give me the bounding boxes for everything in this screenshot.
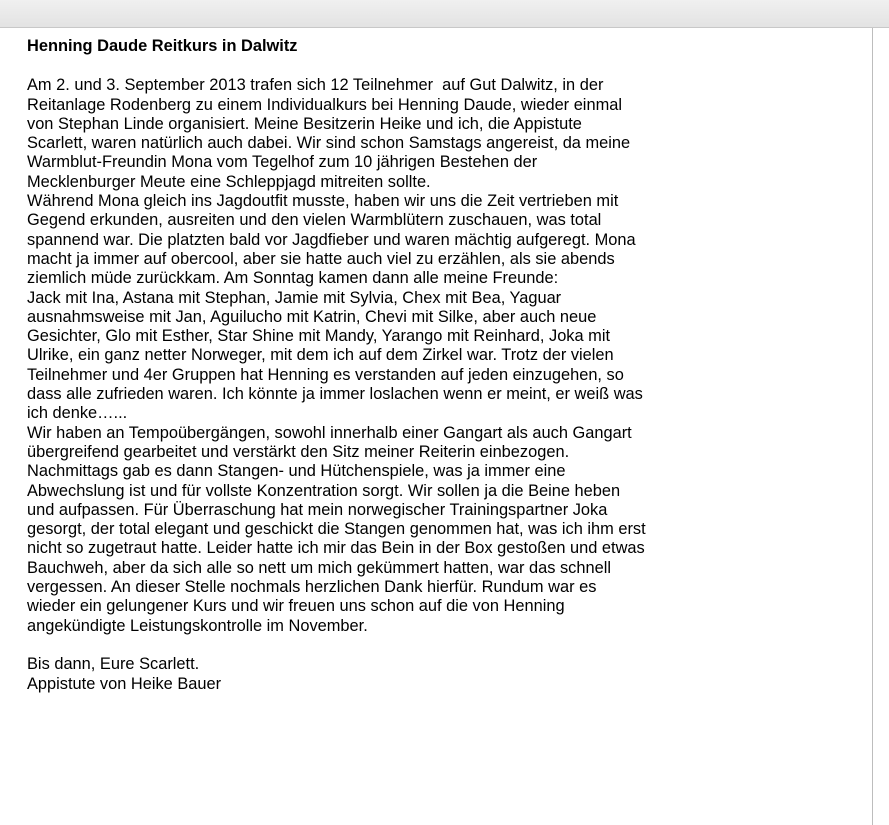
- body-line: nicht so zugetraut hatte. Leider hatte ich mir das Bein in der Box gestoßen und etwas: [27, 539, 645, 558]
- body-line: Ulrike, ein ganz netter Norweger, mit dem ich auf dem Zirkel war. Trotz der vielen: [27, 346, 614, 365]
- body-line: Gegend erkunden, ausreiten und den vielen Warmblütern zuschauen, was total: [27, 211, 602, 230]
- body-line: ausnahmsweise mit Jan, Aguilucho mit Katrin, Chevi mit Silke, aber auch neue: [27, 307, 597, 326]
- signature-line: Appistute von Heike Bauer: [27, 674, 222, 693]
- document-page: [0, 28, 872, 825]
- body-line: Gesichter, Glo mit Esther, Star Shine mit Mandy, Yarango mit Reinhard, Joka mit: [27, 327, 611, 346]
- body-line: Reitanlage Rodenberg zu einem Individualkurs bei Henning Daude, wieder einmal: [27, 95, 622, 114]
- body-line: Teilnehmer und 4er Gruppen hat Henning es verstanden auf jeden einzugehen, so: [27, 365, 624, 384]
- body-line: Während Mona gleich ins Jagdoutfit musste, haben wir uns die Zeit vertrieben mit: [27, 192, 619, 211]
- body-line: dass alle zufrieden waren. Ich könnte ja immer loslachen wenn er meint, er weiß was: [27, 385, 643, 404]
- document-content: [27, 37, 857, 694]
- body-line: Warmblut-Freundin Mona vom Tegelhof zum 10 jährigen Bestehen der: [27, 153, 538, 172]
- body-line: Mecklenburger Meute eine Schleppjagd mitreiten sollte.: [27, 172, 431, 191]
- body-line: wieder ein gelungener Kurs und wir freuen uns schon auf die von Henning: [27, 597, 565, 616]
- body-line: Bauchweh, aber da sich alle so nett um mich gekümmert hatten, war das schnell: [27, 558, 611, 577]
- body-text: [27, 76, 857, 636]
- document-title: Henning Daude Reitkurs in Dalwitz: [27, 37, 298, 55]
- body-line: angekündigte Leistungskontrolle im November.: [27, 616, 368, 635]
- signature-block: [27, 655, 857, 694]
- body-line: vergessen. An dieser Stelle nochmals herzlichen Dank hierfür. Rundum war es: [27, 578, 597, 597]
- body-line: und aufpassen. Für Überraschung hat mein norwegischer Trainingspartner Joka: [27, 500, 608, 519]
- signature-line: Bis dann, Eure Scarlett.: [27, 655, 200, 674]
- paragraph-gap: [27, 636, 857, 655]
- body-line: macht ja immer auf obercool, aber sie hatte auch viel zu erzählen, als sie abends: [27, 249, 615, 268]
- body-line: ziemlich müde zurückkam. Am Sonntag kamen dann alle meine Freunde:: [27, 269, 559, 288]
- body-line: Abwechslung ist und für vollste Konzentration sorgt. Wir sollen ja die Beine heben: [27, 481, 621, 500]
- body-line: ich denke…...: [27, 404, 128, 423]
- body-line: Nachmittags gab es dann Stangen- und Hütchenspiele, was ja immer eine: [27, 462, 566, 481]
- page-edge: [872, 28, 873, 825]
- body-line: übergreifend gearbeitet und verstärkt den Sitz meiner Reiterin einbezogen.: [27, 442, 570, 461]
- body-line: Wir haben an Tempoübergängen, sowohl innerhalb einer Gangart als auch Gangart: [27, 423, 632, 442]
- body-line: Scarlett, waren natürlich auch dabei. Wir sind schon Samstags angereist, da meine: [27, 134, 631, 153]
- body-line: Jack mit Ina, Astana mit Stephan, Jamie mit Sylvia, Chex mit Bea, Yaguar: [27, 288, 562, 307]
- body-line: von Stephan Linde organisiert. Meine Besitzerin Heike und ich, die Appistute: [27, 114, 582, 133]
- body-line: spannend war. Die platzten bald vor Jagdfieber und waren mächtig aufgeregt. Mona: [27, 230, 636, 249]
- viewer-toolbar: [0, 0, 889, 28]
- body-line: gesorgt, der total elegant und geschickt die Stangen genommen hat, was ich ihm erst: [27, 520, 646, 539]
- body-line: Am 2. und 3. September 2013 trafen sich 12 Teilnehmer auf Gut Dalwitz, in der: [27, 76, 604, 95]
